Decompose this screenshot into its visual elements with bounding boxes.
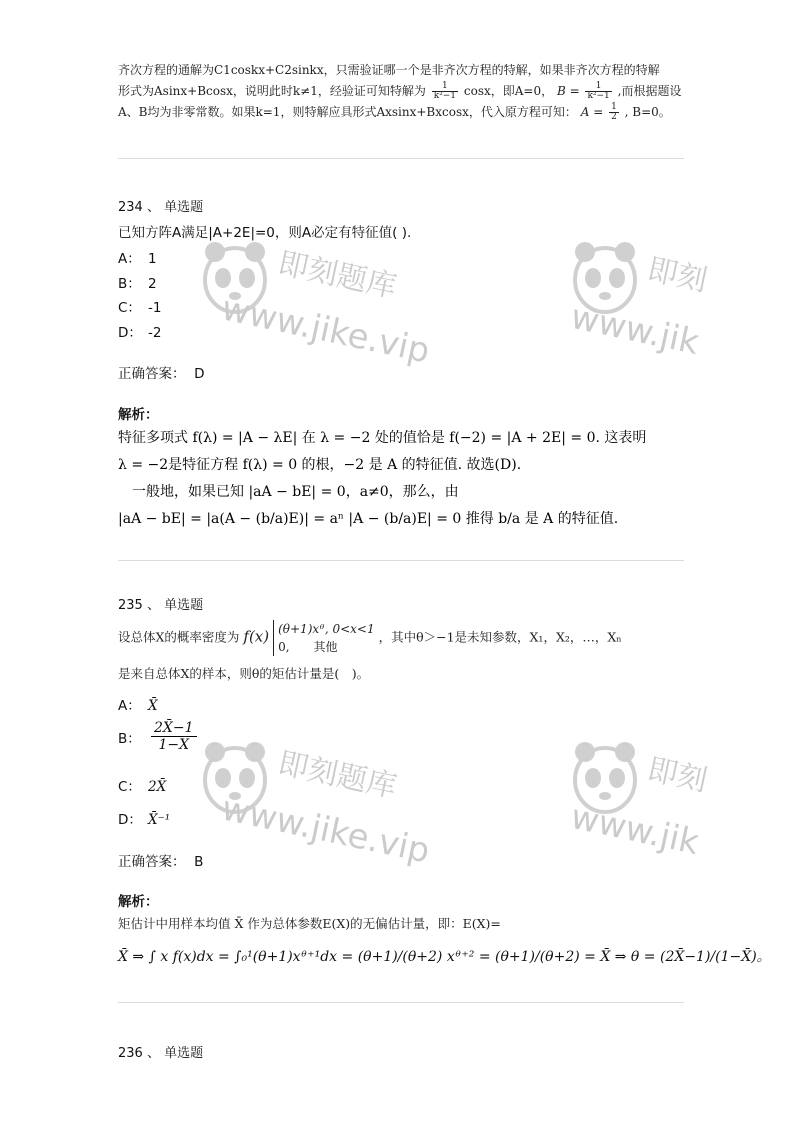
option-b: B： 2 (118, 276, 157, 292)
watermark-url-partial: www.jik (567, 296, 703, 364)
question-234-text: 已知方阵A满足|A+2E|=0，则A必定有特征值( ). (118, 225, 412, 241)
fraction: $\frac{1}{\text{k²−1}}$ (587, 81, 610, 101)
watermark (200, 238, 434, 378)
intro-line-3 (118, 102, 683, 123)
option-a: A： 1 (118, 251, 157, 267)
watermark-partial (567, 738, 711, 878)
question-235-text: 设总体X的概率密度为 f(x) (θ+1)xᶿ, 0<x<1 0, 其他 ，其中θ＞−1是未知参数，X₁，X₂，…，Xₙ (118, 622, 622, 654)
analysis-234-line-2: λ = −2是特征方程 f(λ) = 0 的根，−2 是 A 的特征值. 故选(D). (118, 457, 522, 473)
fraction: $\frac{1}{2}$ (611, 102, 617, 122)
answer-235: 正确答案： B (118, 854, 204, 870)
question-236-header: 236 、 单选题 (118, 1046, 204, 1061)
watermark-url: www.jike.vip (218, 288, 434, 372)
intro-line-2-b: cosx，即A=0， (463, 84, 554, 98)
piecewise-cases: (θ+1)xᶿ, 0<x<1 0, 其他 (273, 620, 375, 656)
analysis-234-line-3: 一般地，如果已知 |aA − bE| = 0，a≠0，那么，由 (118, 484, 459, 500)
intro-line-2 (118, 81, 683, 102)
option-c: C： 2X̄ (118, 779, 167, 795)
analysis-234-line-4: |aA − bE| = |a(A − (b/a)E)| = aⁿ |A − (b/a)E| = 0 推得 b/a 是 A 的特征值. (118, 511, 619, 527)
analysis-234-content (118, 425, 646, 533)
section-divider (118, 158, 684, 159)
answer-234: 正确答案： D (118, 366, 205, 382)
option-d: D： -2 (118, 325, 162, 341)
panda-logo-icon (570, 738, 640, 818)
analysis-234-line-1: 特征多项式 f(λ) = |A − λE| 在 λ = −2 处的值恰是 f(−2) = |A + 2E| = 0. 这表明 (118, 430, 647, 446)
question-234-header: 234 、 单选题 (118, 200, 204, 215)
watermark (200, 738, 434, 878)
fraction: $\frac{1}{\text{k²−1}}$ (433, 81, 457, 101)
analysis-234-label: 解析： (118, 407, 159, 423)
watermark-url: www.jike.vip (218, 788, 434, 872)
intro-line-3-b: A = (580, 105, 604, 119)
option-c: C： -1 (118, 300, 162, 316)
analysis-235-formula: X̄ ⇒ ∫ x f(x)dx = ∫₀¹(θ+1)xᶿ⁺¹dx = (θ+1)/(θ+2) xᶿ⁺² = (θ+1)/(θ+2) = X̄ ⇒ θ = (2X̄−1)/(1−X̄)。 (118, 949, 771, 965)
panda-logo-icon (200, 738, 270, 818)
question-235-text-2: 是来自总体X的样本，则θ的矩估计量是( )。 (118, 666, 370, 681)
watermark-brand: 即刻题库 (274, 745, 400, 806)
option-a: A： X̄ (118, 698, 158, 714)
analysis-235-label: 解析： (118, 894, 159, 910)
previous-solution-text (118, 60, 683, 123)
watermark-partial (567, 238, 711, 378)
intro-line-2-a: 形式为Asinx+Bcosx，说明此时k≠1，经验证可知特解为 (118, 84, 426, 98)
panda-logo-icon (570, 238, 640, 318)
panda-logo-icon (200, 238, 270, 318)
watermark-url-partial: www.jik (567, 796, 703, 864)
section-divider (118, 1002, 684, 1003)
option-d: D： X̄⁻¹ (118, 812, 171, 828)
analysis-235-line-1: 矩估计中用样本均值 X̄ 作为总体参数E(X)的无偏估计量，即：E(X)= (118, 916, 501, 931)
watermark-brand: 即刻题库 (274, 245, 400, 306)
option-b: B： $\frac{2X̄-1}{1-X̄}$ (118, 720, 200, 753)
intro-line-3-c: , B=0。 (624, 105, 671, 119)
intro-line-1: 齐次方程的通解为C1coskx+C2sinkx，只需验证哪一个是非齐次方程的特解，如果非齐次方程的特解 (118, 63, 660, 77)
section-divider (118, 560, 684, 561)
intro-line-2-c: B = (556, 84, 580, 98)
watermark-brand-partial: 即刻 (644, 252, 711, 299)
intro-line-2-d: ,而根据题设 (617, 84, 682, 98)
watermark-brand-partial: 即刻 (644, 752, 711, 799)
question-235-header: 235 、 单选题 (118, 598, 204, 613)
intro-line-3-a: A、B均为非零常数。如果k=1，则特解应具形式Axsinx+Bxcosx，代入原方程可知： (118, 105, 577, 119)
